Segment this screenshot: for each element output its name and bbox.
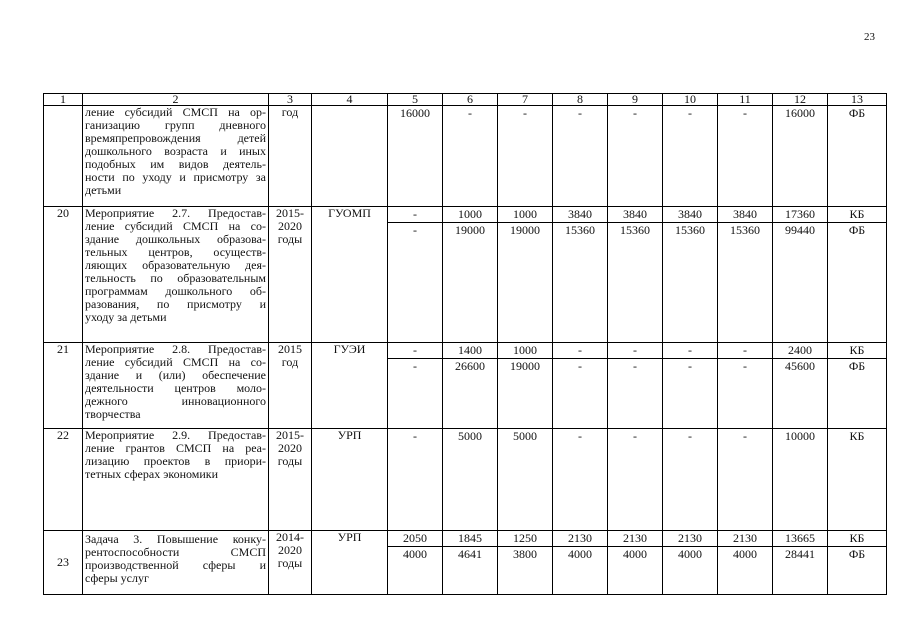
funding-value: - [578,429,582,443]
funding-value: - [553,359,607,375]
funding-source-cell [828,343,887,429]
funding-value: - [578,106,582,120]
funding-value: 4641 [443,547,497,563]
column-header: 5 [388,94,443,106]
period-line: 2014- [276,530,304,544]
funding-values-cell [388,429,443,531]
responsible-executor: УРП [312,531,388,595]
funding-value: - [413,207,417,221]
description-line: ности по уходу и присмотру за [85,170,266,184]
funding-value: 99440 [773,223,827,239]
funding-value: - [388,359,442,375]
funding-values-cell [773,531,828,595]
funding-values-cell [443,207,498,343]
period-line: год [281,105,299,119]
funding-value: - [718,359,772,375]
funding-value: - [743,429,747,443]
funding-values-cell [718,531,773,595]
funding-value: 15360 [553,223,607,239]
description-line: ляющих образовательную дея- [85,258,266,272]
funding-value: - [633,106,637,120]
description-line: дошкольного возраста и иных [85,144,266,158]
responsible-executor [312,106,388,207]
implementation-period [269,207,312,343]
funding-value: - [663,359,717,375]
period-line: 2015- [276,206,304,220]
description-line: ление субсидий СМСП на ор- [85,105,266,119]
table-row [44,429,887,531]
description-line: программам дошкольного об- [85,284,266,298]
description-line: деятельности центров моло- [85,381,266,395]
responsible-executor: ГУОМП [312,207,388,343]
table-row [44,207,887,343]
activity-description [83,106,269,207]
funding-value: - [743,343,747,357]
funding-value: 3840 [623,207,647,221]
activity-description [83,429,269,531]
column-header: 12 [773,94,828,106]
funding-source: КБ [849,429,865,443]
funding-value: 19000 [498,359,552,375]
funding-value: 1250 [513,531,537,545]
description-line: производственной сферы и [85,558,266,572]
funding-value: 5000 [513,429,537,443]
description-line: Задача 3. Повышение конку- [85,532,266,546]
description-line: тельных центров, осуществ- [85,245,266,259]
funding-value: 2050 [403,531,427,545]
funding-value: 1845 [458,531,482,545]
funding-value: - [388,223,442,239]
implementation-period [269,343,312,429]
funding-value: - [688,343,692,357]
description-line: уходу за детьми [85,310,167,324]
funding-value: 19000 [498,223,552,239]
description-line: ление грантов СМСП на реа- [85,441,266,455]
description-line: ление субсидий СМСП на со- [85,355,266,369]
description-line: тетных сферах экономики [85,467,219,481]
funding-value: - [578,343,582,357]
period-line: годы [277,556,303,570]
funding-values-cell [663,106,718,207]
column-header: 4 [312,94,388,106]
funding-value: 1000 [513,207,537,221]
table-header-row [44,94,887,106]
funding-values-cell [388,106,443,207]
table-row [44,531,887,595]
activity-description [83,531,269,595]
description-line: Мероприятие 2.9. Предостав- [85,428,266,442]
funding-value: - [633,343,637,357]
funding-values-cell [388,343,443,429]
description-line: ганизацию групп дневного [85,118,266,132]
funding-value: - [608,359,662,375]
funding-value: 2130 [678,531,702,545]
description-line: рентоспособности СМСП [85,545,266,559]
funding-values-cell [608,429,663,531]
row-number: 22 [44,429,83,531]
funding-values-cell [553,106,608,207]
funding-values-cell [498,343,553,429]
funding-value: 2130 [623,531,647,545]
column-header: 8 [553,94,608,106]
funding-value: 28441 [773,547,827,563]
funding-value: 10000 [785,429,815,443]
funding-value: 15360 [718,223,772,239]
funding-values-cell [718,207,773,343]
funding-value: - [523,106,527,120]
funding-values-cell [773,343,828,429]
funding-value: 2130 [568,531,592,545]
funding-source-cell [828,106,887,207]
funding-values-cell [498,207,553,343]
description-line: Мероприятие 2.7. Предостав- [85,206,266,220]
activity-description [83,207,269,343]
funding-values-cell [773,429,828,531]
description-line: творчества [85,407,141,421]
funding-values-cell [608,531,663,595]
funding-values-cell [663,531,718,595]
funding-value: 17360 [785,207,815,221]
funding-value: - [468,106,472,120]
funding-value: 15360 [608,223,662,239]
row-number: 21 [44,343,83,429]
funding-value: - [688,429,692,443]
description-line: времяпрепровождения детей [85,131,266,145]
period-line: 2015- [276,428,304,442]
implementation-period [269,106,312,207]
funding-values-cell [553,531,608,595]
funding-value: 4000 [388,547,442,563]
description-line: здание дошкольных образова- [85,232,266,246]
column-header: 1 [44,94,83,106]
row-number [44,106,83,207]
funding-value: 2400 [788,343,812,357]
funding-value: 45600 [773,359,827,375]
funding-value: - [413,429,417,443]
activity-description [83,343,269,429]
responsible-executor: УРП [312,429,388,531]
funding-value: 1000 [458,207,482,221]
funding-source: ФБ [828,223,886,239]
funding-value: 3840 [568,207,592,221]
budget-table [43,93,887,595]
funding-values-cell [388,531,443,595]
funding-value: 3840 [733,207,757,221]
funding-value: - [688,106,692,120]
funding-values-cell [608,207,663,343]
column-header: 2 [83,94,269,106]
funding-values-cell [498,106,553,207]
description-line: детьми [85,183,122,197]
funding-value: 3840 [678,207,702,221]
funding-value: - [633,429,637,443]
column-header: 6 [443,94,498,106]
responsible-executor: ГУЭИ [312,343,388,429]
column-header: 13 [828,94,887,106]
period-line: 2020 [278,219,302,233]
funding-value: 26600 [443,359,497,375]
funding-values-cell [443,343,498,429]
funding-value: 4000 [608,547,662,563]
implementation-period [269,429,312,531]
funding-value: 15360 [663,223,717,239]
funding-value: 16000 [400,106,430,120]
funding-source-cell [828,531,887,595]
period-line: 2020 [278,441,302,455]
funding-values-cell [553,429,608,531]
funding-source: ФБ [828,547,886,563]
column-header: 11 [718,94,773,106]
column-header: 10 [663,94,718,106]
description-line: Мероприятие 2.8. Предостав- [85,342,266,356]
funding-source: ФБ [848,106,866,120]
description-line: подобных им видов деятель- [85,157,266,171]
page-number: 23 [864,31,875,43]
column-header: 9 [608,94,663,106]
funding-source: КБ [849,207,865,221]
funding-values-cell [498,429,553,531]
funding-values-cell [608,343,663,429]
funding-values-cell [663,207,718,343]
funding-values-cell [608,106,663,207]
funding-values-cell [553,343,608,429]
funding-source: КБ [849,343,865,357]
funding-value: - [743,106,747,120]
funding-values-cell [773,106,828,207]
funding-values-cell [718,106,773,207]
funding-values-cell [553,207,608,343]
funding-values-cell [663,343,718,429]
description-line: разования, по присмотру и [85,297,266,311]
table-row [44,343,887,429]
funding-source: КБ [849,531,865,545]
funding-value: 4000 [553,547,607,563]
funding-values-cell [663,429,718,531]
funding-value: 13665 [785,531,815,545]
description-line: дежного инновационного [85,394,266,408]
description-line: здание и (или) обеспечение [85,368,266,382]
period-line: годы [277,454,303,468]
funding-values-cell [718,429,773,531]
funding-source-cell [828,207,887,343]
funding-values-cell [718,343,773,429]
funding-values-cell [443,429,498,531]
column-header: 7 [498,94,553,106]
funding-value: 2130 [733,531,757,545]
funding-value: 3800 [498,547,552,563]
funding-values-cell [388,207,443,343]
funding-value: 4000 [718,547,772,563]
funding-value: - [413,343,417,357]
implementation-period [269,531,312,595]
funding-values-cell [773,207,828,343]
period-line: годы [277,232,303,246]
column-header: 3 [269,94,312,106]
description-line: ление субсидий СМСП на со- [85,219,266,233]
funding-values-cell [443,106,498,207]
description-line: сферы услуг [85,571,149,585]
description-line: лизацию проектов в приори- [85,454,266,468]
funding-source: ФБ [828,359,886,375]
funding-value: 1000 [513,343,537,357]
period-line: 2015 [278,342,302,356]
row-number: 20 [44,207,83,343]
funding-value: 16000 [785,106,815,120]
funding-value: 1400 [458,343,482,357]
table-row [44,106,887,207]
funding-value: 19000 [443,223,497,239]
period-line: год [281,355,299,369]
funding-values-cell [443,531,498,595]
funding-value: 4000 [663,547,717,563]
funding-value: 5000 [458,429,482,443]
funding-values-cell [498,531,553,595]
description-line: тельность по образовательным [85,271,266,285]
funding-source-cell [828,429,887,531]
period-line: 2020 [278,543,302,557]
row-number: 23 [44,531,83,595]
